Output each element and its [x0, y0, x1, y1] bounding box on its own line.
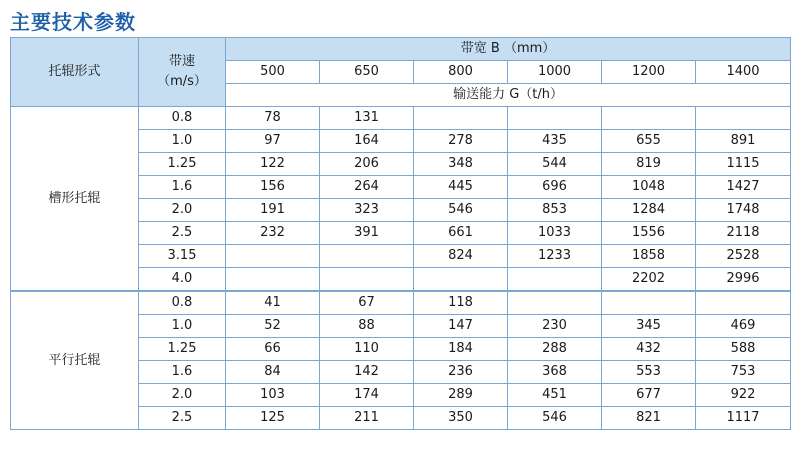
- capacity-cell: 131: [320, 107, 414, 130]
- capacity-cell: [508, 107, 602, 130]
- capacity-cell: 52: [226, 315, 320, 338]
- speed-cell: 2.0: [139, 199, 226, 222]
- capacity-cell: [508, 291, 602, 315]
- capacity-cell: 103: [226, 384, 320, 407]
- capacity-header: 输送能力 G（t/h）: [226, 84, 791, 107]
- capacity-cell: 147: [414, 315, 508, 338]
- capacity-cell: 118: [414, 291, 508, 315]
- capacity-cell: 164: [320, 130, 414, 153]
- capacity-cell: 824: [414, 245, 508, 268]
- capacity-cell: 142: [320, 361, 414, 384]
- capacity-cell: 345: [602, 315, 696, 338]
- capacity-cell: [226, 245, 320, 268]
- capacity-cell: 661: [414, 222, 508, 245]
- capacity-cell: [508, 268, 602, 292]
- capacity-cell: 588: [696, 338, 791, 361]
- width-header: 1200: [602, 61, 696, 84]
- capacity-cell: 546: [414, 199, 508, 222]
- capacity-cell: [696, 291, 791, 315]
- capacity-cell: 391: [320, 222, 414, 245]
- capacity-cell: 1284: [602, 199, 696, 222]
- capacity-cell: 288: [508, 338, 602, 361]
- width-header: 650: [320, 61, 414, 84]
- capacity-cell: [414, 107, 508, 130]
- speed-cell: 2.5: [139, 407, 226, 430]
- capacity-cell: 696: [508, 176, 602, 199]
- capacity-cell: [226, 268, 320, 292]
- capacity-cell: 174: [320, 384, 414, 407]
- speed-cell: 4.0: [139, 268, 226, 292]
- speed-cell: 0.8: [139, 291, 226, 315]
- capacity-cell: 2118: [696, 222, 791, 245]
- capacity-cell: 41: [226, 291, 320, 315]
- speed-cell: 1.0: [139, 315, 226, 338]
- capacity-cell: 206: [320, 153, 414, 176]
- capacity-cell: 122: [226, 153, 320, 176]
- capacity-cell: 84: [226, 361, 320, 384]
- table-body: [11, 107, 791, 430]
- speed-cell: 0.8: [139, 107, 226, 130]
- capacity-cell: [320, 268, 414, 292]
- capacity-cell: [696, 107, 791, 130]
- capacity-cell: 232: [226, 222, 320, 245]
- capacity-cell: 432: [602, 338, 696, 361]
- speed-cell: 2.5: [139, 222, 226, 245]
- capacity-cell: 2996: [696, 268, 791, 292]
- speed-cell: 1.6: [139, 176, 226, 199]
- capacity-cell: [602, 291, 696, 315]
- speed-header-label: 带速: [168, 54, 195, 69]
- capacity-cell: [602, 107, 696, 130]
- capacity-cell: 1233: [508, 245, 602, 268]
- speed-cell: 1.25: [139, 338, 226, 361]
- capacity-cell: 110: [320, 338, 414, 361]
- idler-type-cell: 平行托辊: [11, 291, 139, 430]
- capacity-cell: 853: [508, 199, 602, 222]
- capacity-cell: 125: [226, 407, 320, 430]
- capacity-cell: 819: [602, 153, 696, 176]
- table-row: [11, 107, 791, 130]
- capacity-cell: 553: [602, 361, 696, 384]
- table-row: [11, 291, 791, 315]
- speed-header-unit: （m/s）: [157, 74, 207, 89]
- capacity-cell: 191: [226, 199, 320, 222]
- speed-cell: 1.6: [139, 361, 226, 384]
- capacity-cell: 1427: [696, 176, 791, 199]
- capacity-cell: 289: [414, 384, 508, 407]
- width-header: 1400: [696, 61, 791, 84]
- capacity-cell: 435: [508, 130, 602, 153]
- spec-table: [10, 37, 791, 430]
- capacity-cell: 264: [320, 176, 414, 199]
- capacity-cell: 753: [696, 361, 791, 384]
- capacity-cell: 546: [508, 407, 602, 430]
- capacity-cell: 2528: [696, 245, 791, 268]
- width-header: 500: [226, 61, 320, 84]
- capacity-cell: 156: [226, 176, 320, 199]
- page-title: 主要技术参数: [10, 10, 136, 34]
- capacity-cell: 368: [508, 361, 602, 384]
- capacity-cell: 323: [320, 199, 414, 222]
- capacity-cell: 891: [696, 130, 791, 153]
- speed-header: [139, 38, 226, 107]
- capacity-cell: 66: [226, 338, 320, 361]
- table-header: [11, 38, 791, 107]
- width-header: 800: [414, 61, 508, 84]
- capacity-cell: 469: [696, 315, 791, 338]
- capacity-cell: 350: [414, 407, 508, 430]
- capacity-cell: 184: [414, 338, 508, 361]
- belt-width-header: 带宽 B （mm）: [226, 38, 791, 61]
- capacity-cell: 677: [602, 384, 696, 407]
- idler-type-cell: 槽形托辊: [11, 107, 139, 292]
- capacity-cell: 1048: [602, 176, 696, 199]
- capacity-cell: 1115: [696, 153, 791, 176]
- capacity-cell: [320, 245, 414, 268]
- speed-cell: 1.0: [139, 130, 226, 153]
- capacity-cell: 236: [414, 361, 508, 384]
- capacity-cell: 1033: [508, 222, 602, 245]
- capacity-cell: 821: [602, 407, 696, 430]
- capacity-cell: 230: [508, 315, 602, 338]
- capacity-cell: 211: [320, 407, 414, 430]
- capacity-cell: 1748: [696, 199, 791, 222]
- capacity-cell: 1556: [602, 222, 696, 245]
- capacity-cell: 2202: [602, 268, 696, 292]
- capacity-cell: 88: [320, 315, 414, 338]
- speed-cell: 3.15: [139, 245, 226, 268]
- capacity-cell: 445: [414, 176, 508, 199]
- capacity-cell: 655: [602, 130, 696, 153]
- capacity-cell: 278: [414, 130, 508, 153]
- capacity-cell: 544: [508, 153, 602, 176]
- width-header: 1000: [508, 61, 602, 84]
- capacity-cell: [414, 268, 508, 292]
- capacity-cell: 67: [320, 291, 414, 315]
- idler-type-header: 托辊形式: [11, 38, 139, 107]
- capacity-cell: 451: [508, 384, 602, 407]
- speed-cell: 1.25: [139, 153, 226, 176]
- capacity-cell: 348: [414, 153, 508, 176]
- capacity-cell: 97: [226, 130, 320, 153]
- capacity-cell: 1858: [602, 245, 696, 268]
- capacity-cell: 1117: [696, 407, 791, 430]
- capacity-cell: 922: [696, 384, 791, 407]
- capacity-cell: 78: [226, 107, 320, 130]
- speed-cell: 2.0: [139, 384, 226, 407]
